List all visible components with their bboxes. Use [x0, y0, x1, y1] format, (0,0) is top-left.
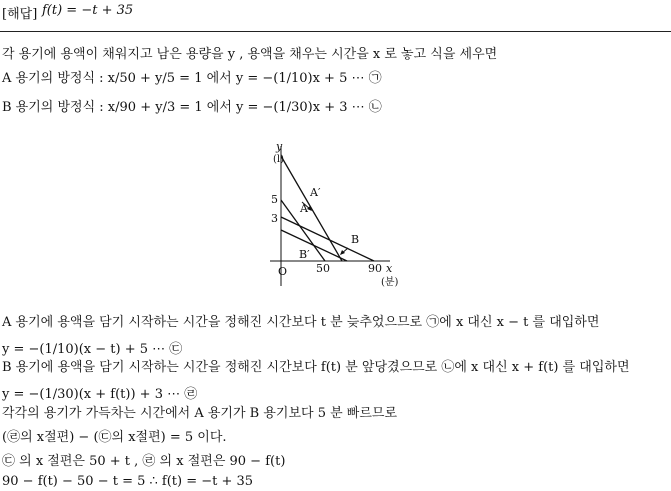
solution-line-9: (㉣의 x절편) − (㉢의 x절편) = 5 이다. [2, 430, 227, 445]
solution-line-5: y = −(1/10)(x − t) + 5 ⋯ ㉢ [2, 342, 183, 357]
y-axis-label: y [276, 140, 283, 153]
label-a: A [300, 202, 308, 215]
solution-line-1: 각 용기에 용액이 채워지고 남은 용량을 y , 용액을 채우는 시간을 x 로 놓고 식을 세우면 [2, 47, 498, 62]
divider [0, 31, 671, 32]
x-axis-label: x [386, 262, 393, 275]
y-unit-label: (l) [273, 154, 285, 165]
x-tick-50: 50 [316, 262, 330, 275]
y-tick-5: 5 [271, 193, 278, 206]
solution-line-2: A 용기의 방정식 : x/50 + y/5 = 1 에서 y = −(1/10)x + 5 ⋯ ㉠ [2, 71, 382, 86]
solution-line-10: ㉢ 의 x 절편은 50 + t , ㉣ 의 x 절편은 90 − f(t) [2, 454, 286, 469]
graph [262, 140, 402, 295]
origin-label: O [278, 265, 288, 278]
label-a-prime: A′ [310, 186, 321, 199]
answer-label: [해답] [2, 7, 38, 22]
label-b: B [351, 233, 360, 246]
solution-line-8: 각각의 용기가 가득차는 시간에서 A 용기가 B 용기보다 5 분 빠르므로 [2, 406, 398, 421]
solution-line-4: A 용기에 용액을 담기 시작하는 시간을 정해진 시간보다 t 분 늦추었으므로 ㉠에 x 대신 x − t 를 대입하면 [2, 315, 600, 330]
solution-line-11: 90 − f(t) − 50 − t = 5 ∴ f(t) = −t + 35 [2, 474, 254, 489]
line-b [281, 217, 374, 261]
line-a-prime [281, 156, 342, 261]
x-unit-label: (분) [381, 277, 399, 288]
solution-line-7: y = −(1/30)(x + f(t)) + 3 ⋯ ㉣ [2, 387, 198, 402]
solution-line-6: B 용기에 용액을 담기 시작하는 시간을 정해진 시간보다 f(t) 분 앞당겼으므로 ㉡에 x 대신 x + f(t) 를 대입하면 [2, 360, 630, 375]
solution-line-3: B 용기의 방정식 : x/90 + y/3 = 1 에서 y = −(1/30)x + 3 ⋯ ㉡ [2, 100, 382, 115]
label-b-prime: B′ [299, 248, 310, 261]
answer-equation: f(t) = −t + 35 [42, 3, 134, 18]
x-tick-90: 90 [368, 262, 382, 275]
y-tick-3: 3 [271, 212, 278, 225]
line-b-prime [281, 230, 347, 261]
